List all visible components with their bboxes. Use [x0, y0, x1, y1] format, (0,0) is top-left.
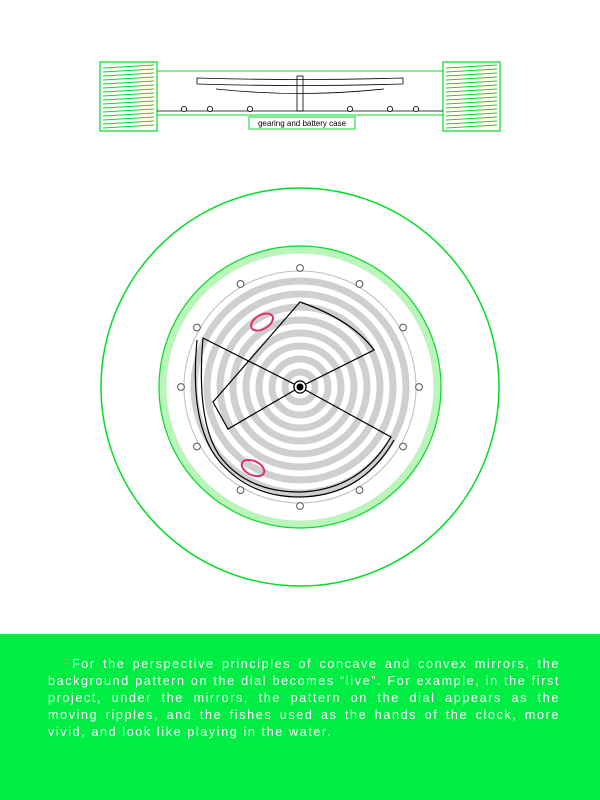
hatch-line: [103, 121, 154, 124]
hatch-line: [103, 73, 154, 76]
hour-marker: [297, 503, 304, 510]
gearing-label: gearing and battery case: [257, 119, 347, 128]
hour-marker: [356, 281, 363, 288]
hatch-line: [446, 113, 497, 116]
hands-profile: [197, 78, 403, 86]
hatch-line: [446, 109, 497, 112]
hatch-line: [103, 101, 154, 104]
top-view-drawing: [100, 62, 500, 131]
hatch-line: [446, 81, 497, 84]
hatch-line: [103, 125, 154, 128]
hatch-line: [446, 65, 497, 68]
hatch-line: [103, 113, 154, 116]
hatch-line: [446, 93, 497, 96]
right-hatched-wheel: [443, 62, 500, 131]
caption-band: [0, 634, 600, 800]
hatch-line: [103, 97, 154, 100]
hour-marker: [237, 487, 244, 494]
hatch-line: [446, 77, 497, 80]
housing-outline: [157, 71, 443, 115]
hatch-line: [446, 85, 497, 88]
hatch-line: [446, 125, 497, 128]
hour-marker: [194, 324, 201, 331]
hour-marker: [237, 281, 244, 288]
hatch-line: [103, 65, 154, 68]
hatch-line: [103, 77, 154, 80]
mirror-profile: [216, 89, 384, 94]
hatch-line: [446, 97, 497, 100]
hatch-line: [446, 121, 497, 124]
hour-marker: [356, 487, 363, 494]
hatch-line: [103, 109, 154, 112]
hour-marker: [194, 443, 201, 450]
hatch-line: [103, 105, 154, 108]
dial-drawing: [101, 188, 499, 586]
hatch-line: [103, 85, 154, 88]
hatch-line: [103, 89, 154, 92]
hatch-line: [103, 93, 154, 96]
hatch-line: [446, 69, 497, 72]
hatch-line: [446, 89, 497, 92]
hour-marker: [178, 384, 185, 391]
hatch-line: [446, 105, 497, 108]
hatch-line: [446, 101, 497, 104]
hatch-line: [446, 73, 497, 76]
hatch-line: [103, 69, 154, 72]
hatch-line: [103, 81, 154, 84]
hour-marker: [400, 443, 407, 450]
hour-marker: [297, 265, 304, 272]
center-pivot: [297, 384, 304, 391]
hour-marker: [416, 384, 423, 391]
left-hatched-wheel: [100, 62, 157, 131]
hatch-line: [103, 117, 154, 120]
caption-text: For the perspective principles of concave and convex mirrors, the background pattern on the dial becomes “live”. For example, in the first project, under the mirrors, the pattern on the dial appears as the moving ripples, and the fishes used as the hands of the clock, more vivid, and look like playing in the water.: [48, 657, 560, 739]
hour-marker: [400, 324, 407, 331]
hatch-line: [446, 117, 497, 120]
